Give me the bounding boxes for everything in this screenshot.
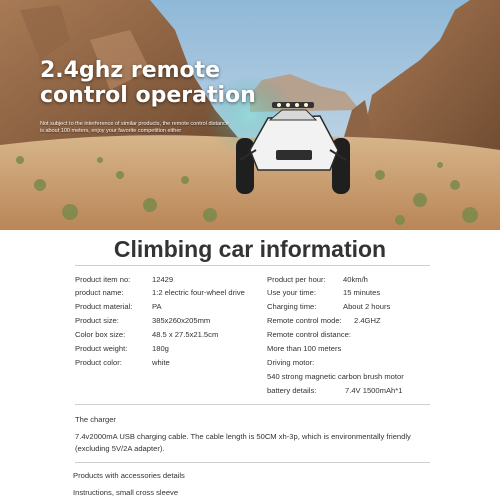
- charger-divider: [75, 462, 430, 463]
- spec-value: 2.4GHZ: [354, 316, 381, 325]
- accessories-heading: Products with accessories details: [73, 471, 185, 480]
- spec-label: Remote control distance:: [267, 330, 351, 339]
- spec-value: 1:2 electric four-wheel drive: [152, 288, 245, 297]
- spec-label: product name:: [75, 288, 124, 297]
- section-title: Climbing car information: [113, 236, 387, 262]
- spec-label: Use your time:: [267, 288, 316, 297]
- spec-value: 40km/h: [343, 275, 368, 284]
- spec-value: PA: [152, 302, 162, 311]
- spec-label: battery details:: [267, 386, 317, 395]
- spec-value: white: [152, 358, 170, 367]
- spec-label: Product weight:: [75, 344, 128, 353]
- spec-label: Product color:: [75, 358, 122, 367]
- spec-label: Color box size:: [75, 330, 126, 339]
- spec-value: 15 minutes: [343, 288, 381, 297]
- spec-label: Product size:: [75, 316, 119, 325]
- accessories-items: Instructions, small cross sleeve: [73, 488, 179, 497]
- spec-label: 540 strong magnetic carbon brush motor: [267, 372, 404, 381]
- title-divider: [75, 265, 430, 266]
- spec-label: Charging time:: [267, 302, 317, 311]
- spec-label: Driving motor:: [267, 358, 315, 367]
- spec-label: Product per hour:: [267, 275, 326, 284]
- charger-heading: The charger: [75, 415, 116, 424]
- hero-title-line2: control operation: [40, 83, 256, 108]
- hero-banner: [0, 0, 500, 230]
- spec-value: 12429: [152, 275, 174, 284]
- specs-divider: [75, 404, 430, 405]
- desert-scene-illustration: [0, 0, 500, 230]
- spec-label: Product material:: [75, 302, 133, 311]
- hero-title-line1: 2.4ghz remote: [40, 58, 221, 83]
- spec-label: Remote control mode:: [267, 316, 342, 325]
- spec-value: 180g: [152, 344, 169, 353]
- hero-note-text: Not subject to the interference of similar products, the remote control distance is about 100 meters, enjoy your favorite competition either: [40, 121, 229, 134]
- spec-value: 385x260x205mm: [152, 316, 211, 325]
- spec-label: Product item no:: [75, 275, 131, 284]
- spec-value: About 2 hours: [343, 302, 391, 311]
- spec-value: 7.4V 1500mAh*1: [345, 386, 403, 395]
- spec-value: 48.5 x 27.5x21.5cm: [152, 330, 219, 339]
- charger-description: 7.4v2000mA USB charging cable. The cable length is 50CM xh-3p, which is environmentally friendly (excluding 5V/2A adapter).: [75, 432, 411, 453]
- spec-label: More than 100 meters: [267, 344, 342, 353]
